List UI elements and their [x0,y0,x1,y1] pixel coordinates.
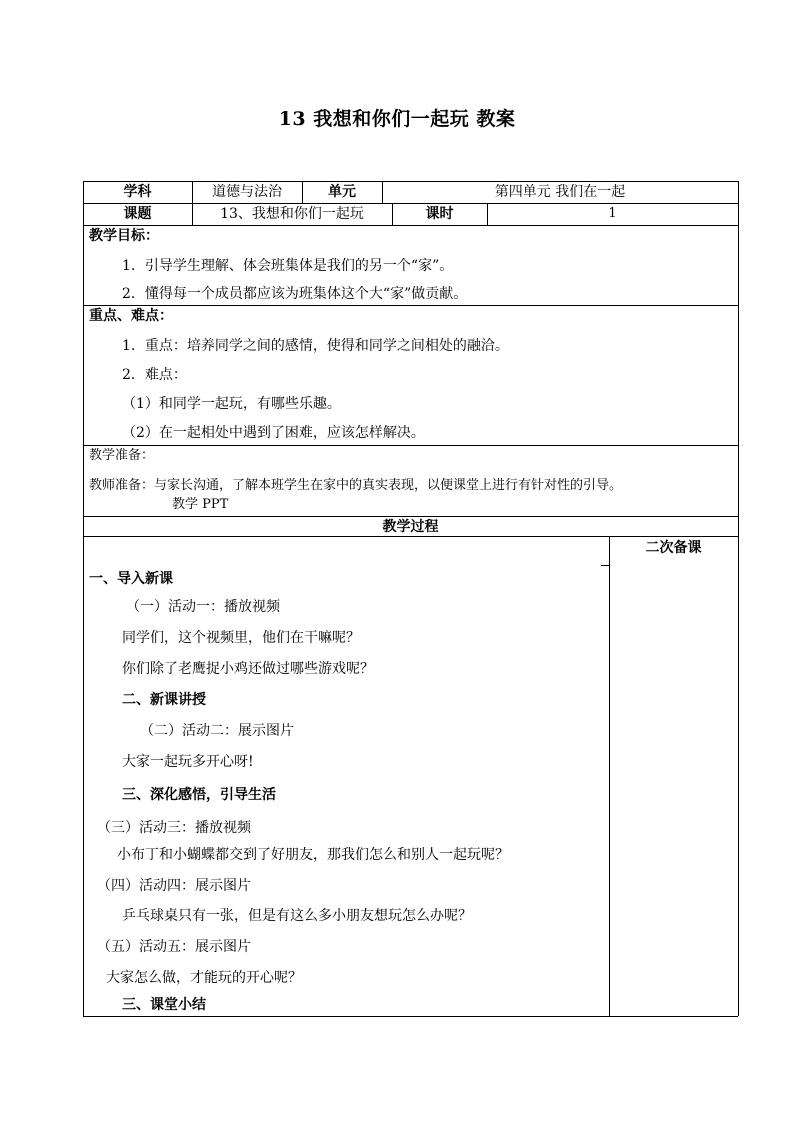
keypoint-item: 1．重点：培养同学之间的感情，使得和同学之间相处的融洽。 [122,338,509,354]
keypoint-item: 2．难点： [122,367,187,383]
process-line: 大家怎么做，才能玩的开心呢？ [106,970,302,986]
process-line: 三、深化感悟，引导生活 [122,787,276,803]
side-heading: 二次备课 [645,540,702,556]
process-line: 小布丁和小蝴蝶都交到了好朋友，那我们怎么和别人一起玩呢？ [117,847,509,863]
process-line: 一、导入新课 [89,571,173,587]
prep-ppt: 教学 PPT [172,497,229,512]
unit-value: 第四单元 我们在一起 [494,184,626,200]
subject-label: 学科 [123,184,152,200]
rule-goals-bottom [83,305,738,306]
process-line: 大家一起玩多开心呀! [122,754,254,770]
unit-label: 单元 [328,184,356,200]
rule-header-bottom [83,225,738,226]
table-border-right [738,181,739,1016]
topic-value: 13、我想和你们一起玩 [220,206,364,222]
goals-heading: 教学目标： [89,228,159,244]
goal-item: 1．引导学生理解、体会班集体是我们的另一个“家”。 [122,258,454,274]
page-title: 13 我想和你们一起玩 教案 [278,108,516,130]
topic-label: 课题 [123,206,152,222]
rule-keypoints-bottom [83,445,738,446]
period-label: 课时 [425,206,454,222]
keypoints-heading: 重点、难点： [89,308,173,324]
process-line: （二）活动二：展示图片 [140,723,294,739]
process-line: 你们除了老鹰捉小鸡还做过哪些游戏呢？ [122,661,374,677]
side-column-tick [601,565,609,566]
keypoint-item: （2）在一起相处中遇到了困难，应该怎样解决。 [122,425,425,441]
rule-bottom [83,1016,738,1017]
prep-heading: 教学准备： [89,448,155,463]
table-border-left [83,181,84,1016]
process-line: 三、课堂小结 [122,997,206,1013]
prep-teacher: 教师准备：与家长沟通，了解本班学生在家中的真实表现，以便课堂上进行有针对性的引导。 [89,478,623,493]
process-line: （五）活动五：展示图片 [97,939,251,955]
process-line: 二、新课讲授 [122,692,206,708]
goal-item: 2．懂得每一个成员都应该为班集体这个大“家”做贡献。 [122,286,468,302]
process-line: 同学们，这个视频里，他们在干嘛呢？ [122,630,360,646]
process-line: 乒乓球桌只有一张，但是有这么多小朋友想玩怎么办呢？ [122,908,472,924]
process-line: （四）活动四：展示图片 [97,878,251,894]
period-value: 1 [608,206,617,221]
process-line: （一）活动一：播放视频 [126,599,280,615]
subject-value: 道德与法治 [212,184,282,200]
process-heading: 教学过程 [382,519,439,535]
process-line: （三）活动三：播放视频 [97,820,251,836]
side-column-divider [609,536,610,1016]
keypoint-item: （1）和同学一起玩，有哪些乐趣。 [122,396,341,412]
